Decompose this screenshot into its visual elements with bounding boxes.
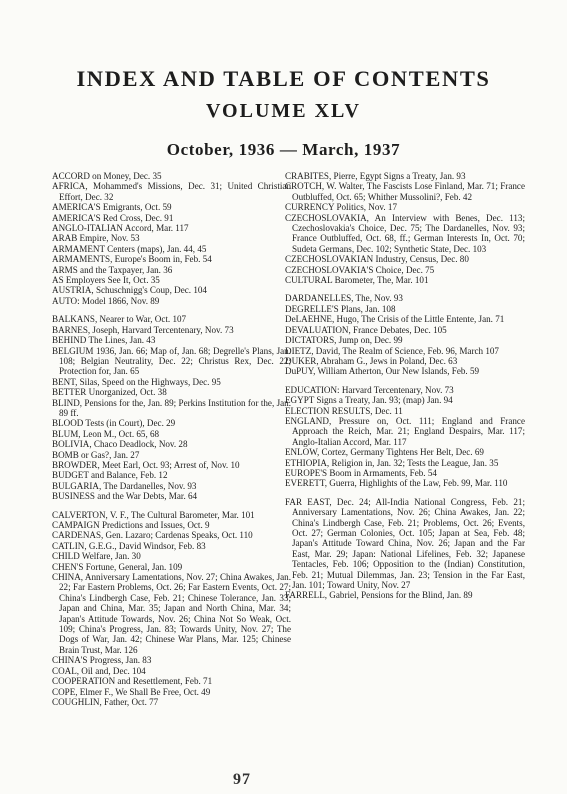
index-entry: CZECHOSLOVAKIA'S Choice, Dec. 75 xyxy=(285,264,435,275)
section-gap xyxy=(285,285,525,293)
index-entry: EDUCATION: Harvard Tercentenary, Nov. 73 xyxy=(285,384,454,395)
index-entry: BLIND, Pensions for the, Jan. 89; Perkins Institution for the, Jan. 89 ff. xyxy=(52,397,291,418)
index-entry: EGYPT Signs a Treaty, Jan. 93; (map) Jan. 94 xyxy=(285,395,453,406)
volume-heading: VOLUME XLV xyxy=(206,100,361,122)
section-gap xyxy=(52,306,291,314)
page-title: INDEX AND TABLE OF CONTENTS xyxy=(76,66,491,91)
section-gap xyxy=(52,502,291,510)
index-entry: DeLAEHNE, Hugo, The Crisis of the Little Entente, Jan. 71 xyxy=(285,314,505,325)
index-entry: EVERETT, Guerra, Highlights of the Law, Feb. 99, Mar. 110 xyxy=(285,478,508,489)
index-entry: CULTURAL Barometer, The, Mar. 101 xyxy=(285,275,429,286)
index-entry: AFRICA, Mohammed's Missions, Dec. 31; United Christian Effort, Dec. 32 xyxy=(52,181,291,202)
index-entry: ARMS and the Taxpayer, Jan. 36 xyxy=(52,264,173,275)
index-entry: CRABITES, Pierre, Egypt Signs a Treaty, Jan. 93 xyxy=(285,171,466,181)
index-entry: FARRELL, Gabriel, Pensions for the Blind, Jan. 89 xyxy=(285,590,473,601)
index-entry: CZECHOSLOVAKIA, An Interview with Benes, Dec. 113; Czechoslovakia's Choice, Dec. 75; The Dardanelles, Nov. 93; France Outbluffed, Oct. 68, ff.; German Interests In, Oct. 70; Sudeta Germans, Dec. 102; Synthetic State, Dec. 103 xyxy=(285,212,525,254)
index-entry: BLUM, Leon M., Oct. 65, 68 xyxy=(52,428,160,439)
index-entry: DEVALUATION, France Debates, Dec. 105 xyxy=(285,324,447,335)
index-entry: CARDENAS, Gen. Lazaro; Cardenas Speaks, Oct. 110 xyxy=(52,530,253,541)
index-entry: ARMAMENT Centers (maps), Jan. 44, 45 xyxy=(52,243,207,254)
date-range-heading: October, 1936 — March, 1937 xyxy=(166,140,401,159)
index-entry: BROWDER, Meet Earl, Oct. 93; Arrest of, Nov. 10 xyxy=(52,459,240,470)
index-entry: ARAB Empire, Nov. 53 xyxy=(52,233,140,244)
index-entry: ETHIOPIA, Religion in, Jan. 32; Tests the League, Jan. 35 xyxy=(285,457,499,468)
index-entry: BEHIND The Lines, Jan. 43 xyxy=(52,335,156,346)
index-entry: COAL, Oil and, Dec. 104 xyxy=(52,665,146,676)
index-entry: BELGIUM 1936, Jan. 66; Map of, Jan. 68; Degrelle's Plans, Jan. 108; Belgian Neutrality, Dec. 22; Christus Rex, Dec. 22; Protection for, Jan. 65 xyxy=(52,345,291,377)
index-entry: COUGHLIN, Father, Oct. 77 xyxy=(52,696,159,707)
index-entry: CAMPAIGN Predictions and Issues, Oct. 9 xyxy=(52,520,210,530)
index-entry: DIETZ, David, The Realm of Science, Feb. 96, March 107 xyxy=(285,345,499,356)
index-entry: AMERICA'S Emigrants, Oct. 59 xyxy=(52,202,172,213)
index-entry: BARNES, Joseph, Harvard Tercentenary, Nov. 73 xyxy=(52,324,234,335)
index-entry: BLOOD Tests (in Court), Dec. 29 xyxy=(52,418,176,429)
index-entry: CZECHOSLOVAKIAN Industry, Census, Dec. 80 xyxy=(285,254,469,265)
index-entry: CHINA'S Progress, Jan. 83 xyxy=(52,655,152,666)
index-entry: CROTCH, W. Walter, The Fascists Lose Finland, Mar. 71; France Outbluffed, Oct. 65; Whither Mussolini?, Feb. 42 xyxy=(285,181,525,202)
index-entry: ENLOW, Cortez, Germany Tightens Her Belt, Dec. 69 xyxy=(285,447,484,458)
index-entry: BUSINESS and the War Debts, Mar. 64 xyxy=(52,491,198,502)
index-entry: CURRENCY Politics, Nov. 17 xyxy=(285,202,397,213)
index-entry: AMERICA'S Red Cross, Dec. 91 xyxy=(52,212,174,223)
index-entry: CALVERTON, V. F., The Cultural Barometer, Mar. 101 xyxy=(52,509,255,520)
section-gap xyxy=(285,377,525,385)
index-entry: EUROPE'S Boom in Armaments, Feb. 54 xyxy=(285,467,437,478)
index-entry: BENT, Silas, Speed on the Highways, Dec. 95 xyxy=(52,376,221,387)
index-entry: ARMAMENTS, Europe's Boom in, Feb. 54 xyxy=(52,254,212,265)
index-entry: DuPUY, William Atherton, Our New Islands, Feb. 59 xyxy=(285,366,480,377)
index-entry: BOMB or Gas?, Jan. 27 xyxy=(52,449,140,460)
index-entry: DUKER, Abraham G., Jews in Poland, Dec. 63 xyxy=(285,355,458,366)
index-entry: BOLIVIA, Chaco Deadlock, Nov. 28 xyxy=(52,439,188,450)
index-entry: BULGARIA, The Dardanelles, Nov. 93 xyxy=(52,480,197,491)
index-entry: FAR EAST, Dec. 24; All-India National Congress, Feb. 21; Anniversary Lamentations, Nov. 26; China Awakes, Jan. 22; China's Lindbergh Case, Feb. 21; Problems, Oct. 26; Events, Oct. 27; German Colonies, Oct. 105; Japan at Sea, Feb. 48; Japan's Attitude Toward China, Nov. 26; Japan and the Far East, Mar. 29; Japan: National Lifelines, Feb. 32; Japanese Tentacles, Feb. 106; Opposition to the (Indian) Constitution, Feb. 21; Mutual Dilemmas, Jan. 23; Tension in the Far East, Jan. 101; Toward Unity, Nov. 27 xyxy=(285,496,525,591)
index-entry: CHEN'S Fortune, General, Jan. 109 xyxy=(52,561,183,572)
index-entry: BETTER Unorganized, Oct. 38 xyxy=(52,387,167,398)
section-gap xyxy=(285,489,525,497)
index-entry: CHINA, Anniversary Lamentations, Nov. 27; China Awakes, Jan. 22; Far Eastern Problems, Oct. 26; Far Eastern Events, Oct. 27; China's Lindbergh Case, Feb. 21; Chinese Tolerance, Jan. 33; Japan and China, Mar. 35; Japan and North China, Mar. 34; Japan's Attitude Towards, Nov. 26; China Not So Weak, Oct. 109; China's Progress, Jan. 83; Towards Unity, Nov. 27; The Dogs of War, Jan. 42; Chinese War Plans, Mar. 125; Chinese Brain Trust, Mar. 126 xyxy=(52,572,291,655)
index-column-left xyxy=(52,171,291,707)
index-entry: DICTATORS, Jump on, Dec. 99 xyxy=(285,335,403,346)
index-entry: BALKANS, Nearer to War, Oct. 107 xyxy=(52,314,187,325)
index-entry: ENGLAND, Pressure on, Oct. 111; England and France Approach the Reich, Mar. 21; England Despairs, Mar. 117; Anglo-Italian Accord, Mar. 117 xyxy=(285,415,525,447)
index-entry: BUDGET and Balance, Feb. 12 xyxy=(52,470,168,481)
index-entry: ELECTION RESULTS, Dec. 11 xyxy=(285,405,403,416)
index-entry: AS Employers See It, Oct. 35 xyxy=(52,275,160,286)
index-entry: CATLIN, G.E.G., David Windsor, Feb. 83 xyxy=(52,540,206,551)
index-entry: ANGLO-ITALIAN Accord, Mar. 117 xyxy=(52,223,189,234)
index-entry: DEGRELLE'S Plans, Jan. 108 xyxy=(285,303,396,314)
index-entry: CHILD Welfare, Jan. 30 xyxy=(52,551,141,562)
index-entry: DARDANELLES, The, Nov. 93 xyxy=(285,293,403,304)
index-entry: AUTO: Model 1866, Nov. 89 xyxy=(52,295,160,306)
index-column-right xyxy=(285,171,525,601)
index-entry: AUSTRIA, Schuschnigg's Coup, Dec. 104 xyxy=(52,285,207,296)
index-entry: ACCORD on Money, Dec. 35 xyxy=(52,171,162,181)
index-entry: COOPERATION and Resettlement, Feb. 71 xyxy=(52,676,213,687)
page-number: 97 xyxy=(233,771,251,788)
index-entry: COPE, Elmer F., We Shall Be Free, Oct. 49 xyxy=(52,686,211,697)
